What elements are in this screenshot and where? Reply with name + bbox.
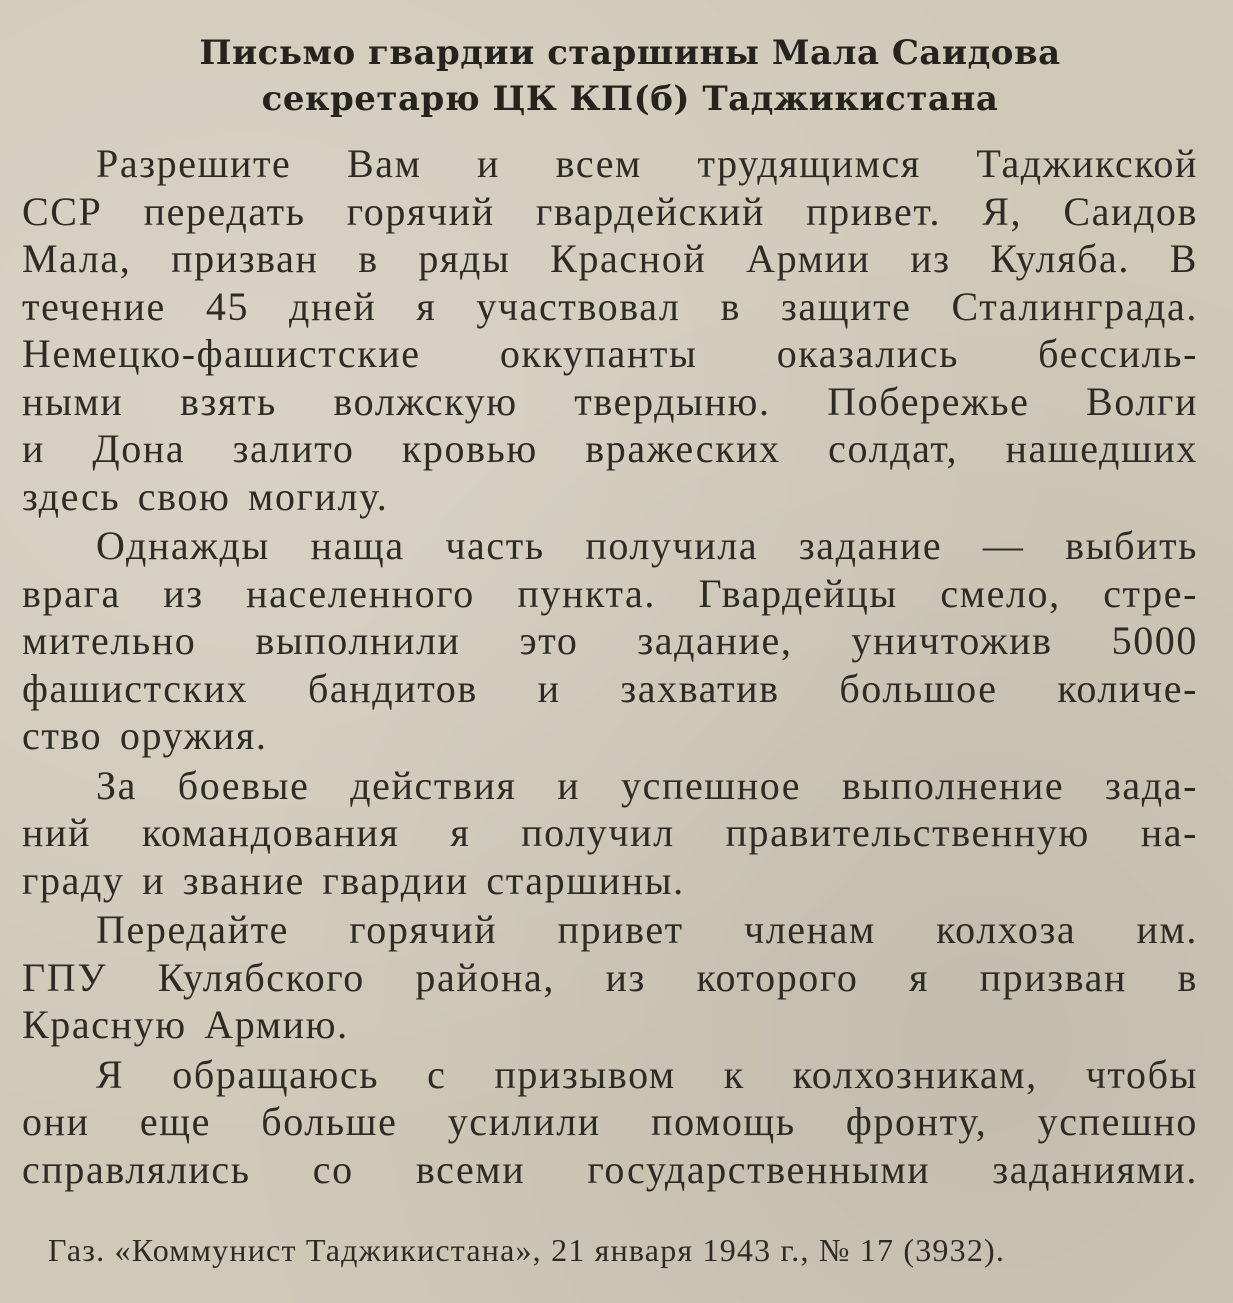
text-line: течение 45 дней я участвовал в защите Сталинграда. (22, 283, 1198, 329)
text-line: фашистских бандитов и захватив большое количе- (22, 665, 1198, 711)
paragraph-2 (22, 522, 1198, 760)
text-line: ний командования я получил правительственную на- (22, 810, 1198, 855)
text-line: Красную Армию. (22, 1002, 349, 1047)
text-line: граду и звание гвардии старшины. (22, 857, 685, 903)
text-line: справлялись со всеми государственными заданиями. (22, 1146, 1198, 1192)
title-line-1: Письмо гвардии старшины Мала Саидова (199, 33, 1061, 73)
text-line: За боевые действия и успешное выполнение зада- (96, 762, 1198, 808)
paragraph-4 (22, 906, 1198, 1049)
title-line-2: секретарю ЦК КП(б) Таджикистана (261, 79, 999, 119)
text-line: Передайте горячий привет членам колхоза им. (96, 907, 1198, 952)
paragraph-5 (22, 1051, 1198, 1194)
text-line: Я обращаюсь с призывом к колхозникам, чтобы (96, 1051, 1198, 1097)
paragraph-1 (22, 140, 1198, 520)
text-line: Немецко-фашистские оккупанты оказались бессиль- (22, 331, 1198, 376)
text-line: ССР передать горячий гвардейский привет. Я, Саидов (22, 188, 1198, 234)
text-line: врага из населенного пункта. Гвардейцы смело, стре- (22, 570, 1198, 616)
text-line: ГПУ Кулябского района, из которого я призван в (22, 954, 1198, 1000)
text-line: Мала, призван в ряды Красной Армии из Куляба. В (22, 236, 1198, 281)
text-line: и Дона залито кровью вражеских солдат, нашедших (22, 426, 1198, 471)
text-line: ство оружия. (22, 713, 268, 758)
text-line: ными взять волжскую твердыню. Побережье Волги (22, 378, 1198, 424)
text-line: Разрешите Вам и всем трудящимся Таджикской (96, 141, 1198, 186)
text-line: они еще больше усилили помощь фронту, успешно (22, 1099, 1198, 1144)
page-title (22, 30, 1198, 122)
source-citation: Газ. «Коммунист Таджикистана», 21 января 1943 г., № 17 (3932). (48, 1232, 1006, 1268)
text-line: здесь свою могилу. (22, 473, 389, 519)
text-line: мительно выполнили это задание, уничтожив 5000 (22, 618, 1198, 663)
paragraph-3 (22, 762, 1198, 905)
text-line: Однажды наща часть получила задание — выбить (96, 523, 1198, 568)
document-page (22, 30, 1198, 1195)
letter-body (22, 140, 1198, 1193)
